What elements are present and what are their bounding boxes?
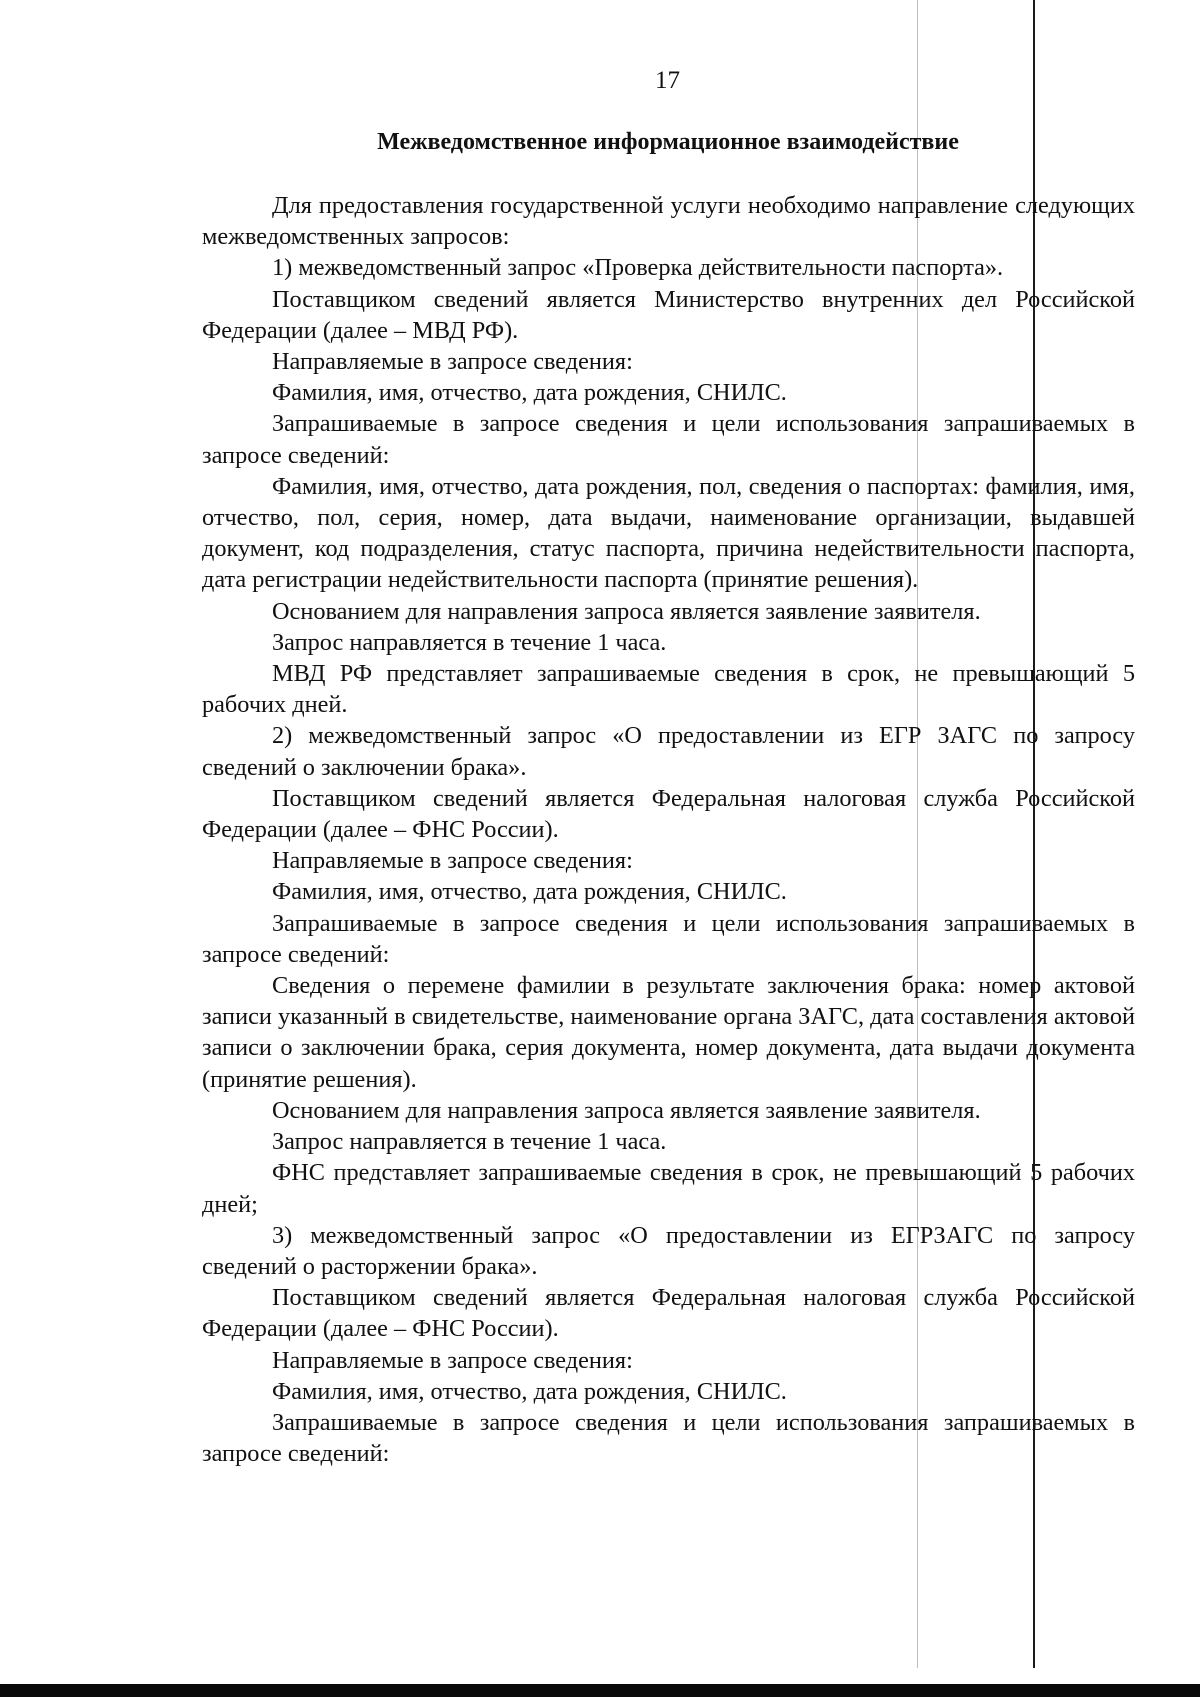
paragraph: МВД РФ представляет запрашиваемые сведения в срок, не превышающий 5 рабочих дней. <box>202 660 1135 719</box>
paragraph: Сведения о перемене фамилии в результате заключения брака: номер актовой записи указанный в свидетельстве, наименование органа ЗАГС, дата составления актовой записи о заключении брака, серия документа, номер документа, дата выдачи документа (принятие решения). <box>202 972 1135 1093</box>
paragraph: Запрашиваемые в запросе сведения и цели использования запрашиваемых в запросе сведений: <box>202 410 1135 469</box>
paragraph: Поставщиком сведений является Министерство внутренних дел Российской Федерации (далее – МВД РФ). <box>202 285 1135 344</box>
paragraph: Поставщиком сведений является Федеральная налоговая служба Российской Федерации (далее – ФНС России). <box>202 1284 1135 1343</box>
paragraph: 2) межведомственный запрос «О предоставлении из ЕГР ЗАГС по запросу сведений о заключении брака». <box>202 722 1135 781</box>
paragraph: ФНС представляет запрашиваемые сведения в срок, не превышающий 5 рабочих дней; <box>202 1159 1135 1218</box>
body-text <box>202 190 1135 1469</box>
paragraph: Основанием для направления запроса является заявление заявителя. <box>272 597 981 625</box>
paragraph: Фамилия, имя, отчество, дата рождения, СНИЛС. <box>272 1377 787 1405</box>
paragraph: Для предоставления государственной услуги необходимо направление следующих межведомственных запросов: <box>202 192 1135 251</box>
paragraph: Фамилия, имя, отчество, дата рождения, СНИЛС. <box>272 379 787 407</box>
paragraph: Поставщиком сведений является Федеральная налоговая служба Российской Федерации (далее – ФНС России). <box>202 784 1135 844</box>
paragraph: Запрос направляется в течение 1 часа. <box>272 628 667 656</box>
paragraph: 3) межведомственный запрос «О предоставлении из ЕГРЗАГС по запросу сведений о расторжении брака». <box>202 1221 1135 1280</box>
scan-bottom-edge <box>0 1684 1200 1697</box>
paragraph: Запрос направляется в течение 1 часа. <box>272 1128 667 1156</box>
paragraph: Направляемые в запросе сведения: <box>272 1346 633 1374</box>
paragraph: Фамилия, имя, отчество, дата рождения, СНИЛС. <box>272 878 787 906</box>
paragraph: Направляемые в запросе сведения: <box>272 847 633 875</box>
paragraph: 1) межведомственный запрос «Проверка действительности паспорта». <box>272 254 1004 282</box>
paragraph: Направляемые в запросе сведения: <box>272 348 633 376</box>
paragraph: Основанием для направления запроса является заявление заявителя. <box>272 1096 981 1124</box>
paragraph: Запрашиваемые в запросе сведения и цели использования запрашиваемых в запросе сведений: <box>202 909 1135 968</box>
paragraph: Запрашиваемые в запросе сведения и цели использования запрашиваемых в запросе сведений: <box>202 1408 1135 1468</box>
page-number: 17 <box>655 67 680 94</box>
section-title: Межведомственное информационное взаимодействие <box>377 129 959 155</box>
paragraph: Фамилия, имя, отчество, дата рождения, пол, сведения о паспортах: фамилия, имя, отчество, пол, серия, номер, дата выдачи, наименование организации, выдавшей документ, код подразделения, статус паспорта, причина недействительности паспорта, дата регистрации недействительности паспорта (принятие решения). <box>202 472 1135 594</box>
